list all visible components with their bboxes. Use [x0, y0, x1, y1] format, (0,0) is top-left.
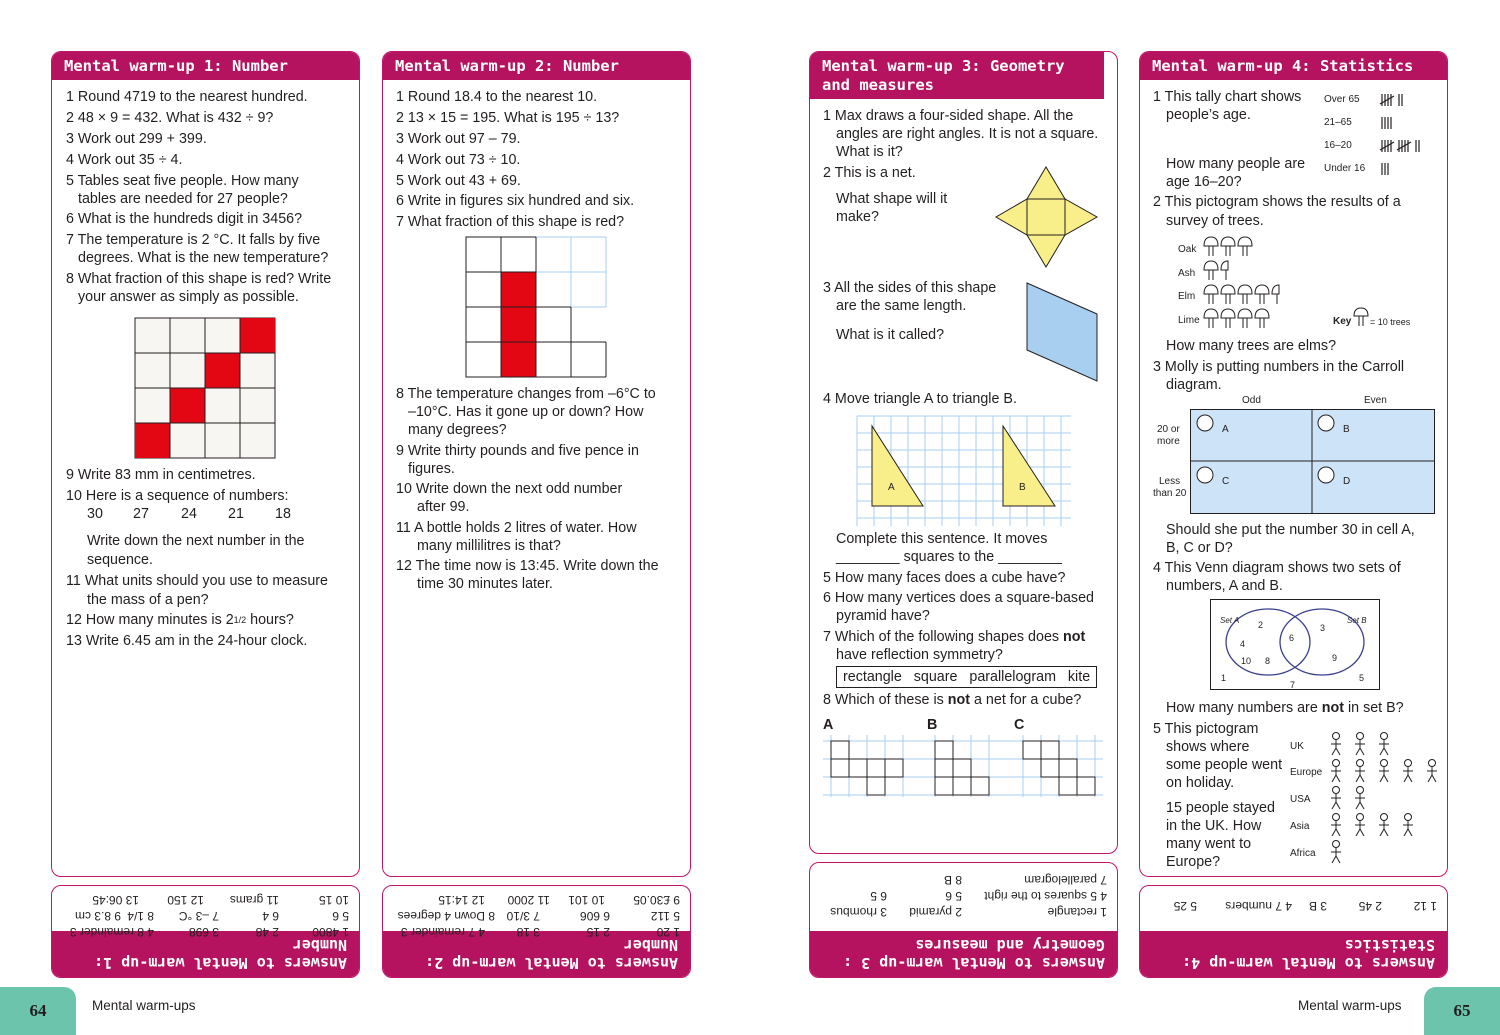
question-8 [823, 691, 1081, 709]
sequence-item: 27 [133, 506, 149, 522]
question-6: 6 How many vertices does a square-based [823, 590, 1094, 606]
answers-warmup-3 [809, 862, 1118, 978]
tree-label: Oak [1178, 244, 1197, 255]
answers-title [1140, 931, 1447, 977]
venn-number: 5 [1359, 673, 1365, 683]
question-4-tail: in set B? [1347, 700, 1404, 716]
question-5-l2: shows where [1166, 739, 1250, 755]
answer: 4 8 remainder 3 [69, 925, 154, 939]
question-1: 1 Round 4719 to the nearest hundred. [66, 89, 308, 105]
net-label-b: B [927, 717, 938, 733]
venn-number: 1 [1221, 673, 1227, 683]
emphasis-not: not [1321, 700, 1344, 716]
answer: 8 1/4 [127, 909, 154, 923]
answers-title-line2: Geometry and measures [915, 936, 1105, 954]
question-3-cont2: What is it called? [836, 327, 945, 343]
card-title: Mental warm-up 3: Geometry and measures [810, 52, 1104, 99]
venn-number: 10 [1241, 656, 1252, 666]
question-1-cont: angles are right angles. It is not a square. [836, 126, 1099, 142]
triangle-a-label: A [888, 482, 895, 493]
people-row [1331, 760, 1437, 783]
answer: 12 150 [167, 893, 204, 907]
question-10-cont2: sequence. [87, 552, 153, 568]
question-1: 1 Max draws a four-sided shape. All the [823, 108, 1074, 124]
question-1-cont: people’s age. [1166, 107, 1251, 123]
question-10-cont: Write down the next number in the [87, 533, 305, 549]
place-label: Africa [1290, 848, 1316, 859]
question-5-l3: some people went [1166, 757, 1283, 773]
carroll-row-2b: than 20 [1153, 488, 1187, 499]
question-6-cont: pyramid have? [836, 608, 930, 624]
answer: 9 £30.05 [633, 893, 680, 907]
triangle-b-label: B [1019, 482, 1026, 493]
venn-number: 7 [1290, 680, 1296, 690]
question-7-cont: have reflection symmetry? [836, 647, 1003, 663]
carroll-row-1: 20 or [1157, 424, 1180, 435]
page-number-left: 64 [0, 987, 76, 1035]
question-4-sentence: Complete this sentence. It moves [836, 531, 1048, 547]
question-3: 3 All the sides of this shape [823, 280, 997, 296]
answer: 10 15 [318, 893, 349, 907]
tree-row [1204, 309, 1269, 328]
answer: 9 8.3 cm [74, 909, 121, 923]
carroll-row-2: Less [1159, 476, 1181, 487]
net-label-a: A [823, 717, 834, 733]
answer: 3 rhombus [830, 905, 887, 919]
answer: 5 6 [945, 889, 962, 903]
tally-row [1380, 94, 1402, 106]
tree-pictogram [1203, 236, 1303, 332]
answer: 7 parallelogram [1024, 873, 1107, 887]
holiday-pictogram [1328, 732, 1438, 866]
page-number-right: 65 [1424, 987, 1500, 1035]
question-7: 7 The temperature is 2 °C. It falls by five [66, 232, 321, 248]
answer: 11 grams [229, 893, 279, 907]
venn-diagram [1210, 599, 1380, 691]
people-row [1331, 841, 1341, 864]
question-1-cont2: How many people are [1166, 156, 1306, 172]
set-a-label: Set A [1220, 616, 1240, 625]
emphasis-not: not [1063, 629, 1086, 645]
answer: 13 06:45 [92, 893, 139, 907]
answer: 4 7 numbers [1225, 899, 1292, 913]
question-12-text: 12 How many minutes is 2 [66, 612, 234, 628]
question-4: 4 Work out 35 ÷ 4. [66, 152, 183, 168]
question-5-l5: 15 people stayed [1166, 800, 1275, 816]
question-8-cont: your answer as simply as possible. [78, 289, 299, 305]
emphasis-not: not [947, 692, 971, 708]
cell-d: D [1343, 476, 1351, 487]
answers-title [810, 931, 1117, 977]
fraction-grid-2 [466, 237, 608, 379]
venn-number: 4 [1240, 639, 1246, 649]
tally-row [1382, 163, 1388, 175]
people-row [1331, 787, 1365, 810]
answer: 1 20 [656, 925, 680, 939]
question-3-cont3: B, C or D? [1166, 540, 1233, 556]
answer: 1 12 [1413, 899, 1437, 913]
answer: 2 pyramid [909, 905, 962, 919]
question-11: 11 What units should you use to measure [66, 573, 328, 589]
question-7-text: 7 Which of the following shapes does [823, 629, 1060, 645]
venn-number: 8 [1265, 656, 1271, 666]
answers-title-line2: Statistics [1344, 936, 1435, 954]
tally-row [1382, 117, 1391, 129]
question-5: 5 Work out 43 + 69. [396, 173, 521, 189]
answer: 8 B [943, 873, 962, 887]
tree-icon [1352, 307, 1370, 327]
answer: 5 6 [332, 909, 349, 923]
sequence-item: 24 [181, 506, 197, 522]
question-2-cont: survey of trees. [1166, 213, 1264, 229]
question-8: 8 The temperature changes from –6°C to [396, 386, 656, 402]
tally-label: Over 65 [1324, 94, 1360, 105]
answer: 5 25 [1173, 899, 1197, 913]
key-label: Key [1333, 316, 1352, 327]
place-label: UK [1290, 741, 1304, 752]
question-12-cont: time 30 minutes later. [417, 576, 553, 592]
question-8: 8 What fraction of this shape is red? Write [66, 271, 332, 287]
question-5-l6: in the UK. How [1166, 818, 1262, 834]
answer: 1 rectangle [1047, 905, 1107, 919]
sequence-item: 21 [228, 506, 244, 522]
venn-number: 6 [1289, 633, 1295, 643]
cube-nets-grid [823, 735, 1103, 797]
answer: 11 2000 [507, 893, 550, 907]
answer: 6 4 [262, 909, 279, 923]
pyramid-net [996, 167, 1098, 267]
venn-number: 3 [1320, 623, 1326, 633]
question-5-l4: on holiday. [1166, 775, 1235, 791]
shape-options-box: rectangle square parallelogram kite [836, 666, 1097, 688]
answer: 2 48 [255, 925, 279, 939]
question-4-cont: numbers, A and B. [1166, 578, 1283, 594]
question-2: 2 13 × 15 = 195. What is 195 ÷ 13? [396, 110, 620, 126]
tally-marks [1380, 92, 1440, 178]
sequence-item: 30 [87, 506, 103, 522]
answers-title-line1: Answers to Mental warm-up 3 : [843, 954, 1105, 972]
question-3: 3 Work out 299 + 399. [66, 131, 207, 147]
answer: 3 698 [188, 925, 219, 939]
question-12-tail: hours? [246, 612, 294, 628]
answer: 8 Down 4 degrees [397, 909, 495, 923]
answer: 1 4800 [312, 925, 349, 939]
tree-label: Lime [1178, 315, 1200, 326]
venn-number: 2 [1258, 620, 1264, 630]
question-8-cont: –10°C. Has it gone up or down? How [408, 404, 644, 420]
sequence-item: 18 [275, 506, 291, 522]
section-label-right: Mental warm-ups [1298, 998, 1402, 1013]
people-row [1331, 814, 1413, 837]
answers-rotated [383, 886, 690, 977]
set-b-label: Set B [1347, 616, 1367, 625]
answers-title: Answers to Mental warm-up 1: Number [52, 931, 359, 977]
question-2: 2 This pictogram shows the results of a [1153, 194, 1401, 210]
answer: 6 5 [870, 889, 887, 903]
question-4-blanks: ________ squares to the ________ [836, 549, 1062, 565]
question-12: 12 The time now is 13:45. Write down the [396, 558, 659, 574]
venn-number: 9 [1332, 653, 1338, 663]
translation-grid [857, 416, 1071, 526]
question-4-text: How many numbers are [1166, 700, 1318, 716]
card-title: Mental warm-up 1: Number [52, 52, 359, 80]
answer: 7 3/10 [506, 909, 540, 923]
answer: 10 101 [568, 893, 605, 907]
question-8-cont2: many degrees? [408, 422, 507, 438]
cell-b: B [1343, 424, 1350, 435]
question-3-cont: are the same length. [836, 298, 967, 314]
answers-rotated [1140, 886, 1447, 977]
tree-row [1204, 261, 1228, 280]
question-9: 9 Write thirty pounds and five pence in [396, 443, 639, 459]
answer: 7 –3 °C [178, 909, 219, 923]
question-11: 11 A bottle holds 2 litres of water. How [396, 520, 637, 536]
question-3-cont2: Should she put the number 30 in cell A, [1166, 522, 1415, 538]
question-1: 1 This tally chart shows [1153, 89, 1302, 105]
fraction: 1/2 [233, 614, 247, 625]
card-title: Mental warm-up 2: Number [383, 52, 690, 80]
place-label: Europe [1290, 767, 1323, 778]
tally-label: 16–20 [1324, 140, 1352, 151]
question-2-cont: What shape will it [836, 191, 948, 207]
answers-warmup-2 [382, 885, 691, 978]
answer: 2 15 [586, 925, 610, 939]
section-label-left: Mental warm-ups [92, 998, 196, 1013]
cell-c: C [1222, 476, 1230, 487]
answer: 2 45 [1358, 899, 1382, 913]
fraction-grid-1 [135, 318, 277, 460]
question-7-cont: degrees. What is the new temperature? [78, 250, 329, 266]
people-row [1331, 733, 1389, 756]
tree-label: Elm [1178, 291, 1196, 302]
question-7: 7 What fraction of this shape is red? [396, 214, 625, 230]
place-label: Asia [1290, 821, 1310, 832]
cell-a: A [1222, 424, 1229, 435]
place-label: USA [1290, 794, 1311, 805]
tally-row [1380, 140, 1419, 152]
question-3: 3 Molly is putting numbers in the Carroll [1153, 359, 1405, 375]
question-1-cont3: age 16–20? [1166, 174, 1242, 190]
answer: 3 18 [516, 925, 540, 939]
card-title: Mental warm-up 4: Statistics [1140, 52, 1447, 80]
question-6: 6 Write in figures six hundred and six. [396, 193, 635, 209]
question-1-cont2: What is it? [836, 144, 903, 160]
carroll-row-1b: more [1157, 436, 1180, 447]
tally-label: Under 16 [1324, 163, 1366, 174]
answer: 4 7 remainder 3 [400, 925, 485, 939]
question-4: 4 Move triangle A to triangle B. [823, 391, 1017, 407]
key-value: = 10 trees [1370, 317, 1411, 327]
question-10-cont: after 99. [417, 499, 470, 515]
question-4: 4 This Venn diagram shows two sets of [1153, 560, 1401, 576]
question-6: 6 What is the hundreds digit in 3456? [66, 211, 303, 227]
question-11-cont: the mass of a pen? [87, 592, 209, 608]
question-3-cont: diagram. [1166, 377, 1222, 393]
question-5-cont: tables are needed for 27 people? [78, 191, 288, 207]
question-2: 2 48 × 9 = 432. What is 432 ÷ 9? [66, 110, 274, 126]
question-13: 13 Write 6.45 am in the 24-hour clock. [66, 633, 308, 649]
question-8-text: 8 Which of these is [823, 692, 944, 708]
question-4: 4 Work out 73 ÷ 10. [396, 152, 521, 168]
answers-rotated [52, 886, 359, 977]
question-7 [823, 628, 1085, 646]
question-8-tail: a net for a cube? [974, 692, 1082, 708]
answer: 5 112 [650, 909, 680, 923]
question-5-l7: many went to [1166, 836, 1252, 852]
answers-title-line1: Answers to Mental warm-up 4: [1182, 954, 1435, 972]
carroll-col-odd: Odd [1242, 395, 1261, 406]
tree-row [1204, 237, 1252, 256]
question-10: 10 Write down the next odd number [396, 481, 623, 497]
answers-rotated [810, 863, 1117, 977]
question-5-l8: Europe? [1166, 854, 1221, 870]
answers-title: Answers to Mental warm-up 2: Number [383, 931, 690, 977]
tree-row [1204, 285, 1279, 304]
question-9-cont: figures. [408, 461, 455, 477]
question-12 [66, 611, 294, 629]
answer: 3 B [1308, 899, 1327, 913]
question-5: 5 Tables seat five people. How many [66, 173, 299, 189]
tally-label: 21–65 [1324, 117, 1352, 128]
answer: 4 5 squares to the right [984, 889, 1107, 903]
answer: 12 14:15 [438, 893, 485, 907]
question-11-cont: many millilitres is that? [417, 538, 561, 554]
question-5: 5 How many faces does a cube have? [823, 570, 1066, 586]
answers-warmup-1 [51, 885, 360, 978]
question-2-cont2: How many trees are elms? [1166, 338, 1337, 354]
answers-warmup-4 [1139, 885, 1448, 978]
answer: 6 606 [579, 909, 610, 923]
question-9: 9 Write 83 mm in centimetres. [66, 467, 256, 483]
question-2: 2 This is a net. [823, 165, 916, 181]
question-10: 10 Here is a sequence of numbers: [66, 488, 289, 504]
question-4-cont2 [1166, 699, 1404, 717]
tree-label: Ash [1178, 268, 1196, 279]
question-1: 1 Round 18.4 to the nearest 10. [396, 89, 598, 105]
question-5: 5 This pictogram [1153, 721, 1259, 737]
question-2-cont2: make? [836, 209, 879, 225]
question-3: 3 Work out 97 – 79. [396, 131, 521, 147]
net-label-c: C [1014, 717, 1025, 733]
carroll-col-even: Even [1364, 395, 1387, 406]
rhombus-shape [1026, 282, 1098, 382]
